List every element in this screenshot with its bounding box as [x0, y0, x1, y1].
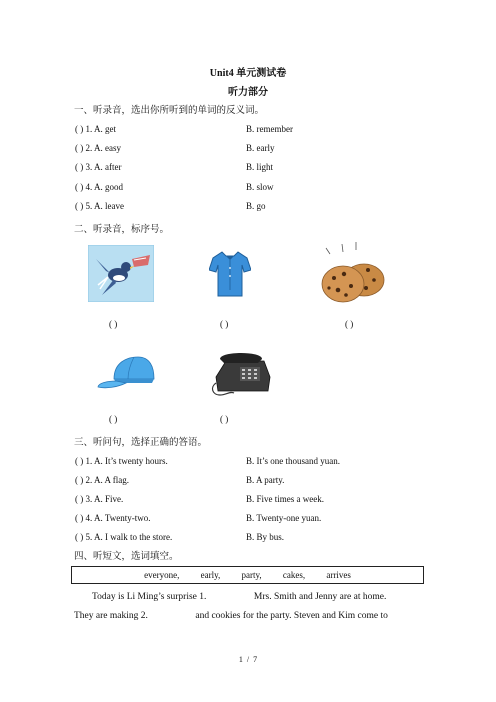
question-3-5-option-b: B. By bus.	[246, 532, 285, 542]
question-3-2-option-b: B. A party.	[246, 475, 285, 485]
question-1-5: ( ) 5. A. leave	[75, 201, 124, 211]
question-3-4-option-b: B. Twenty-one yuan.	[246, 513, 322, 523]
page-number: 1 / 7	[238, 655, 258, 664]
question-1-2-option-b: B. early	[246, 143, 275, 153]
picture-answer-1: ( )	[109, 319, 118, 329]
picture-answer-2: ( )	[220, 319, 229, 329]
question-1-1-option-b: B. remember	[246, 124, 293, 134]
question-1-4-option-b: B. slow	[246, 182, 274, 192]
question-1-3: ( ) 3. A. after	[75, 162, 122, 172]
word-bank-box: everyone, early, party, cakes, arrives	[71, 566, 424, 584]
question-3-1: ( ) 1. A. It’s twenty hours.	[75, 456, 168, 466]
question-3-2: ( ) 2. A. A flag.	[75, 475, 129, 485]
shirt-image	[209, 250, 251, 297]
bird-card-image	[88, 245, 154, 302]
section-2-heading: 二、听录音，标序号。	[74, 225, 170, 235]
question-1-1: ( ) 1. A. get	[75, 124, 116, 134]
question-1-4: ( ) 4. A. good	[75, 182, 123, 192]
section-1-heading: 一、听录音，选出你所听到的单词的反义词。	[74, 106, 265, 116]
section-3-heading: 三、听问句，选择正确的答语。	[74, 438, 208, 448]
passage-line-2: They are making 2. and cookies for the party. Steven and Kim come to	[74, 611, 388, 621]
cap-image	[96, 355, 156, 391]
picture-answer-3: ( )	[345, 319, 354, 329]
question-1-5-option-b: B. go	[246, 201, 266, 211]
document-title: Unit4 单元测试卷	[209, 68, 287, 79]
picture-answer-4: ( )	[109, 414, 118, 424]
question-3-3-option-b: B. Five times a week.	[246, 494, 324, 504]
question-1-2: ( ) 2. A. easy	[75, 143, 121, 153]
question-3-5: ( ) 5. A. I walk to the store.	[75, 532, 173, 542]
picture-answer-5: ( )	[220, 414, 229, 424]
passage-line-1: Today is Li Ming’s surprise 1. Mrs. Smith and Jenny are at home.	[92, 592, 387, 602]
cookies-image	[316, 240, 388, 306]
section-4-heading: 四、听短文，选词填空。	[74, 552, 179, 562]
telephone-image	[210, 347, 272, 399]
question-3-4: ( ) 4. A. Twenty-two.	[75, 513, 151, 523]
question-1-3-option-b: B. light	[246, 162, 274, 172]
document-subtitle: 听力部分	[228, 87, 268, 98]
question-3-3: ( ) 3. A. Five.	[75, 494, 124, 504]
question-3-1-option-b: B. It’s one thousand yuan.	[246, 456, 340, 466]
